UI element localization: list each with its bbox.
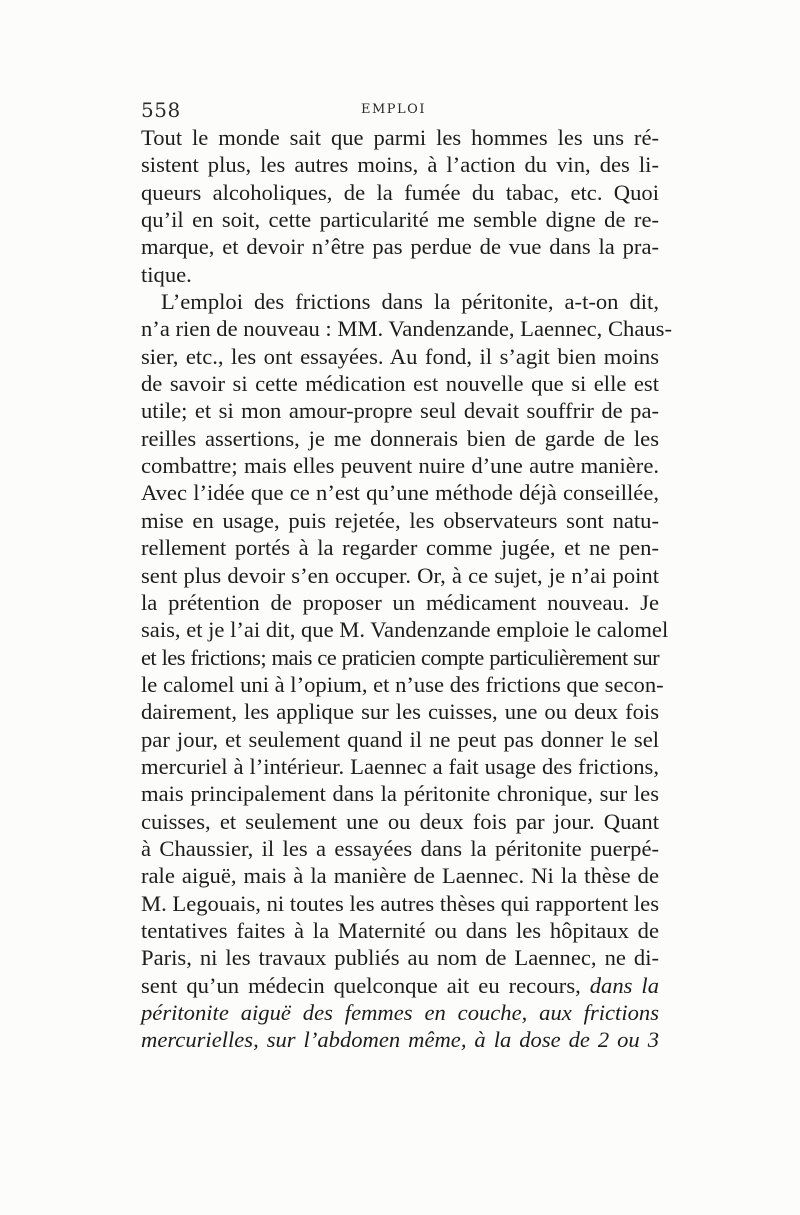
text-line: combattre; mais elles peuvent nuire d’une autre manière. bbox=[141, 453, 659, 479]
text-line: et les frictions; mais ce praticien compte particulièrement sur bbox=[141, 644, 659, 670]
text-line: qu’il en soit, cette particularité me semble digne de re- bbox=[141, 207, 659, 233]
text-line: sier, etc., les ont essayées. Au fond, il s’agit bien moins bbox=[141, 343, 659, 369]
text-line: Paris, ni les travaux publiés au nom de Laennec, ne di- bbox=[141, 945, 659, 971]
body-text bbox=[141, 124, 672, 1054]
page-number: 558 bbox=[141, 98, 181, 122]
text-line: tique. bbox=[141, 261, 192, 287]
text-line: rale aiguë, mais à la manière de Laennec. Ni la thèse de bbox=[141, 863, 659, 889]
text-line: sistent plus, les autres moins, à l’action du vin, des li- bbox=[141, 152, 659, 178]
text-line: queurs alcoholiques, de la fumée du tabac, etc. Quoi bbox=[141, 179, 659, 205]
text-line: par jour, et seulement quand il ne peut pas donner le sel bbox=[141, 726, 659, 752]
text-line: sent plus devoir s’en occuper. Or, à ce sujet, je n’ai point bbox=[141, 562, 659, 588]
text-line-mixed bbox=[141, 972, 659, 999]
text-line: à Chaussier, il les a essayées dans la péritonite puerpé- bbox=[141, 835, 659, 861]
text-line: de savoir si cette médication est nouvelle que si elle est bbox=[141, 371, 659, 397]
text-line: Avec l’idée que ce n’est qu’une méthode déjà conseillée, bbox=[141, 480, 659, 506]
text-line: utile; et si mon amour-propre seul devait souffrir de pa- bbox=[141, 398, 659, 424]
text-line: tentatives faites à la Maternité ou dans les hôpitaux de bbox=[141, 917, 659, 943]
text-line: cuisses, et seulement une ou deux fois par jour. Quant bbox=[141, 808, 659, 834]
text-line: L’emploi des frictions dans la péritonite, a-t-on dit, bbox=[161, 289, 659, 315]
italic-fragment: dans la bbox=[589, 972, 659, 998]
text-line: Tout le monde sait que parmi les hommes les uns ré- bbox=[141, 125, 659, 150]
text-line: marque, et devoir n’être pas perdue de vue dans la pra- bbox=[141, 234, 659, 260]
page-header bbox=[141, 98, 661, 122]
text-line: reilles assertions, je me donnerais bien de garde de les bbox=[141, 425, 659, 451]
text-line: le calomel uni à l’opium, et n’use des frictions que secon- bbox=[141, 671, 664, 697]
text-line: mercuriel à l’intérieur. Laennec a fait usage des frictions, bbox=[141, 753, 659, 779]
text-line: M. Legouais, ni toutes les autres thèses qui rapportent les bbox=[141, 890, 659, 916]
text-line: mais principalement dans la péritonite chronique, sur les bbox=[141, 781, 659, 807]
running-head: EMPLOI bbox=[361, 102, 426, 117]
italic-text-line: péritonite aiguë des femmes en couche, aux frictions bbox=[141, 1000, 659, 1025]
text-line: n’a rien de nouveau : MM. Vandenzande, Laennec, Chaus- bbox=[141, 316, 672, 342]
italic-text-line: mercurielles, sur l’abdomen même, à la dose de 2 ou 3 bbox=[141, 1027, 659, 1053]
text-fragment: sent qu’un médecin quelconque ait eu recours, bbox=[141, 972, 590, 998]
text-line: rellement portés à la regarder comme jugée, et ne pen- bbox=[141, 535, 659, 561]
text-line: mise en usage, puis rejetée, les observateurs sont natu- bbox=[141, 507, 659, 533]
text-line: sais, et je l’ai dit, que M. Vandenzande emploie le calomel bbox=[141, 617, 669, 643]
text-line: dairement, les applique sur les cuisses, une ou deux fois bbox=[141, 699, 659, 725]
text-line: la prétention de proposer un médicament nouveau. Je bbox=[141, 589, 659, 615]
